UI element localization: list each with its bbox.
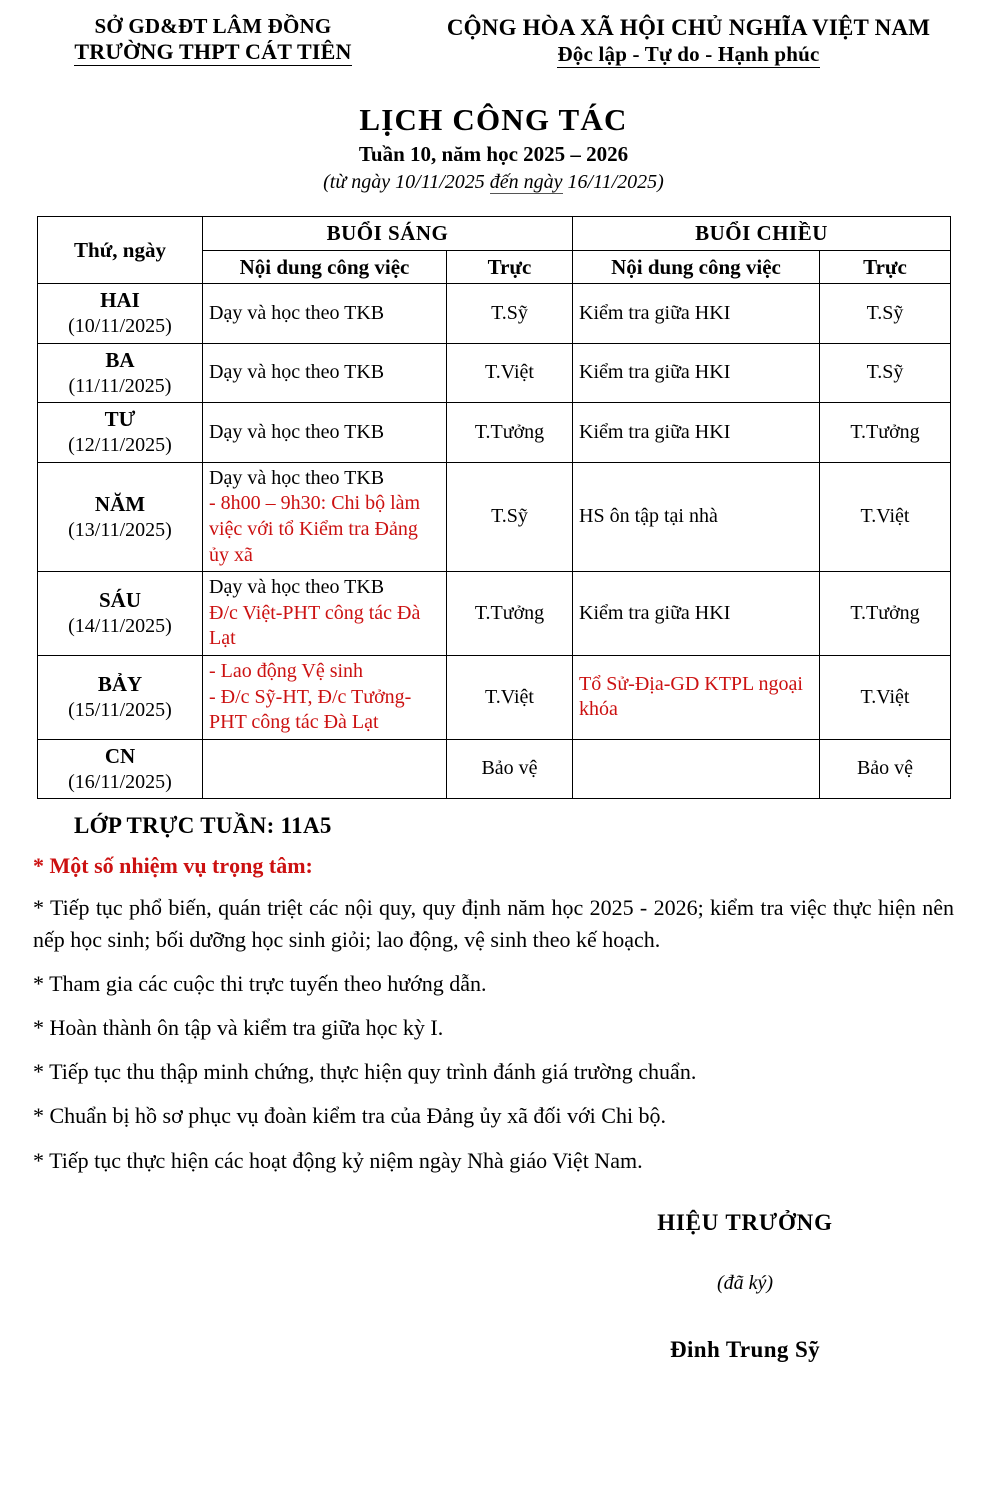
schedule-table bbox=[37, 216, 951, 800]
national-title: CỘNG HÒA XÃ HỘI CHỦ NGHĨA VIỆT NAM bbox=[446, 15, 931, 40]
cell-morning-content bbox=[203, 462, 447, 571]
table-head bbox=[38, 216, 951, 284]
cell-afternoon-duty: T.Việt bbox=[820, 656, 951, 740]
table-row bbox=[38, 343, 951, 402]
afternoon-content-line: Kiểm tra giữa HKI bbox=[579, 301, 731, 324]
cell-morning-content bbox=[203, 343, 447, 402]
cell-day bbox=[38, 572, 203, 656]
afternoon-content-line: Kiểm tra giữa HKI bbox=[579, 601, 731, 624]
cell-afternoon-content bbox=[573, 343, 820, 402]
cell-afternoon-content bbox=[573, 656, 820, 740]
task-item: * Tiếp tục thu thập minh chứng, thực hiện quy trình đánh giá trường chuẩn. bbox=[33, 1059, 697, 1085]
day-name: CN bbox=[104, 743, 136, 768]
morning-content-line: - 8h00 – 9h30: Chi bộ làm việc với tổ Kiểm tra Đảng ủy xã bbox=[209, 492, 421, 566]
th-day: Thứ, ngày bbox=[38, 216, 203, 284]
day-name: BA bbox=[105, 347, 135, 372]
school-name-text: TRƯỜNG THPT CÁT TIÊN bbox=[74, 39, 351, 66]
cell-morning-content bbox=[203, 656, 447, 740]
morning-content-line: Dạy và học theo TKB bbox=[209, 576, 385, 599]
day-name: SÁU bbox=[98, 588, 141, 613]
date-range-prefix: (từ ngày 10/11/2025 bbox=[323, 170, 490, 193]
cell-morning-content bbox=[203, 739, 447, 798]
table-row bbox=[38, 572, 951, 656]
cell-day bbox=[38, 739, 203, 798]
day-date: (12/11/2025) bbox=[68, 434, 172, 457]
cell-morning-content bbox=[203, 572, 447, 656]
cell-morning-content bbox=[203, 284, 447, 343]
th-afternoon-content: Nội dung công việc bbox=[573, 250, 820, 284]
afternoon-content-line: Tổ Sử-Địa-GD KTPL ngoại khóa bbox=[579, 672, 803, 721]
task-item: * Tiếp tục thực hiện các hoạt động kỷ niệm ngày Nhà giáo Việt Nam. bbox=[33, 1147, 643, 1173]
day-name: NĂM bbox=[94, 491, 146, 516]
signature-role: HIỆU TRƯỞNG bbox=[657, 1209, 833, 1235]
title-block bbox=[0, 102, 987, 194]
day-date: (16/11/2025) bbox=[68, 770, 172, 793]
cell-morning-content bbox=[203, 403, 447, 462]
department-name: SỞ GD&ĐT LÂM ĐỒNG bbox=[94, 14, 332, 38]
header-left-block bbox=[18, 14, 408, 66]
cell-morning-duty: T.Việt bbox=[447, 343, 573, 402]
cell-day bbox=[38, 343, 203, 402]
day-name: BẢY bbox=[97, 672, 143, 697]
cell-afternoon-content bbox=[573, 403, 820, 462]
morning-content-line: Dạy và học theo TKB bbox=[209, 466, 385, 489]
cell-morning-duty: T.Sỹ bbox=[447, 284, 573, 343]
afternoon-content-line: Kiểm tra giữa HKI bbox=[579, 420, 731, 443]
cell-afternoon-duty: T.Tưởng bbox=[820, 403, 951, 462]
cell-morning-duty: Bảo vệ bbox=[447, 739, 573, 798]
morning-content-line: Đ/c Việt-PHT công tác Đà Lạt bbox=[209, 601, 421, 650]
national-motto bbox=[408, 42, 969, 68]
day-name: HAI bbox=[100, 288, 140, 313]
table-body bbox=[38, 284, 951, 799]
tasks-list bbox=[0, 892, 987, 1176]
signature-note: (đã ký) bbox=[716, 1271, 774, 1294]
date-range bbox=[0, 171, 987, 194]
page-title: LỊCH CÔNG TÁC bbox=[359, 101, 628, 137]
date-range-mid: đến ngày bbox=[489, 170, 563, 193]
cell-day bbox=[38, 284, 203, 343]
table-header-row-sessions bbox=[38, 216, 951, 250]
cell-afternoon-duty: T.Tưởng bbox=[820, 572, 951, 656]
cell-afternoon-content bbox=[573, 284, 820, 343]
day-date: (10/11/2025) bbox=[68, 315, 172, 338]
table-row bbox=[38, 462, 951, 571]
day-date: (13/11/2025) bbox=[68, 518, 172, 541]
table-row bbox=[38, 284, 951, 343]
cell-day bbox=[38, 462, 203, 571]
national-motto-text: Độc lập - Tự do - Hạnh phúc bbox=[557, 42, 819, 68]
cell-afternoon-content bbox=[573, 572, 820, 656]
afternoon-content-line: HS ôn tập tại nhà bbox=[579, 505, 718, 528]
morning-content-line: Dạy và học theo TKB bbox=[209, 301, 385, 324]
th-afternoon-duty: Trực bbox=[820, 250, 951, 284]
tasks-section-title: * Một số nhiệm vụ trọng tâm: bbox=[33, 853, 313, 879]
week-subtitle: Tuần 10, năm học 2025 – 2026 bbox=[358, 141, 629, 166]
cell-afternoon-duty: T.Sỹ bbox=[820, 284, 951, 343]
cell-day bbox=[38, 403, 203, 462]
th-morning-content: Nội dung công việc bbox=[203, 250, 447, 284]
task-item: * Tiếp tục phổ biến, quán triệt các nội quy, quy định năm học 2025 - 2026; kiểm tra việc thực hiện nên nếp học sinh; bối dưỡng học sinh giỏi; lao động, vệ sinh theo kế hoạch. bbox=[33, 895, 954, 952]
afternoon-content-line: Kiểm tra giữa HKI bbox=[579, 361, 731, 384]
day-date: (11/11/2025) bbox=[68, 374, 172, 397]
cell-afternoon-content bbox=[573, 739, 820, 798]
morning-content-line: Dạy và học theo TKB bbox=[209, 361, 385, 384]
duty-class-label: LỚP TRỰC TUẦN: 11A5 bbox=[74, 813, 332, 839]
morning-content-line: - Lao động Vệ sinh bbox=[209, 660, 364, 683]
signature-name: Đinh Trung Sỹ bbox=[669, 1336, 821, 1362]
morning-content-line: - Đ/c Sỹ-HT, Đ/c Tưởng-PHT công tác Đà Lạt bbox=[209, 685, 412, 734]
cell-afternoon-duty: Bảo vệ bbox=[820, 739, 951, 798]
th-afternoon-session: BUỔI CHIỀU bbox=[573, 216, 951, 250]
cell-afternoon-content bbox=[573, 462, 820, 571]
header-right-block bbox=[408, 14, 969, 68]
cell-morning-duty: T.Tưởng bbox=[447, 403, 573, 462]
table-row bbox=[38, 656, 951, 740]
document-header bbox=[0, 0, 987, 68]
signature-block bbox=[545, 1210, 945, 1363]
table-row bbox=[38, 403, 951, 462]
cell-morning-duty: T.Việt bbox=[447, 656, 573, 740]
cell-morning-duty: T.Tưởng bbox=[447, 572, 573, 656]
cell-morning-duty: T.Sỹ bbox=[447, 462, 573, 571]
task-item: * Chuẩn bị hồ sơ phục vụ đoàn kiểm tra của Đảng ủy xã đối với Chi bộ. bbox=[33, 1103, 667, 1129]
day-name: TƯ bbox=[104, 407, 136, 432]
date-range-suffix: 16/11/2025) bbox=[562, 170, 664, 193]
cell-afternoon-duty: T.Sỹ bbox=[820, 343, 951, 402]
schedule-table-wrapper bbox=[0, 216, 987, 800]
task-item: * Tham gia các cuộc thi trực tuyến theo hướng dẫn. bbox=[33, 970, 487, 996]
th-morning-duty: Trực bbox=[447, 250, 573, 284]
day-date: (15/11/2025) bbox=[68, 699, 172, 722]
day-date: (14/11/2025) bbox=[68, 615, 172, 638]
table-row bbox=[38, 739, 951, 798]
th-morning-session: BUỔI SÁNG bbox=[203, 216, 573, 250]
cell-afternoon-duty: T.Việt bbox=[820, 462, 951, 571]
school-name bbox=[18, 39, 408, 66]
task-item: * Hoàn thành ôn tập và kiểm tra giữa học kỳ I. bbox=[33, 1015, 444, 1040]
cell-day bbox=[38, 656, 203, 740]
morning-content-line: Dạy và học theo TKB bbox=[209, 420, 385, 443]
